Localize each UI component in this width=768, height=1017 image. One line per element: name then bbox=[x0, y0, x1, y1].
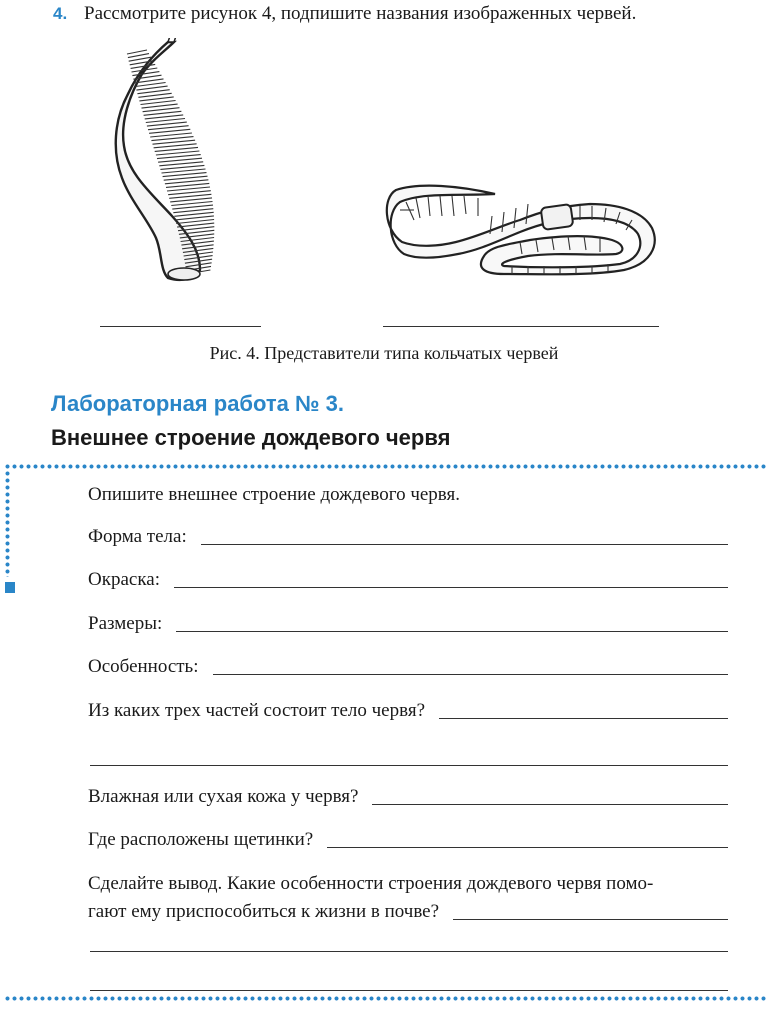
frame-marker bbox=[5, 582, 15, 593]
question-skin: Влажная или сухая кожа у червя? bbox=[88, 786, 359, 807]
worksheet-intro: Опишите внешнее строение дождевого червя. bbox=[88, 484, 461, 505]
row-shape bbox=[88, 526, 728, 548]
leech-illustration bbox=[108, 38, 228, 288]
earthworm-name-line[interactable] bbox=[383, 326, 659, 327]
answer-setae-line[interactable] bbox=[327, 847, 728, 848]
row-parts bbox=[88, 700, 728, 722]
question-color: Окраска: bbox=[88, 569, 160, 590]
frame-bottom-dots bbox=[4, 996, 766, 1001]
frame-left-dots bbox=[5, 470, 10, 577]
lab-subtitle: Внешнее строение дождевого червя bbox=[51, 425, 451, 450]
row-size bbox=[88, 613, 728, 635]
answer-feature-line[interactable] bbox=[213, 674, 729, 675]
figure-caption: Рис. 4. Представители типа кольчатых червей bbox=[209, 343, 559, 363]
question-setae: Где расположены щетинки? bbox=[88, 829, 314, 850]
answer-skin-line[interactable] bbox=[372, 804, 728, 805]
question-shape: Форма тела: bbox=[88, 526, 187, 547]
answer-parts-line-2[interactable] bbox=[90, 765, 728, 766]
frame-top-dots bbox=[4, 464, 766, 469]
conclusion-text-1: Сделайте вывод. Какие особенности строения дождевого червя помо- bbox=[88, 873, 654, 894]
row-conclusion bbox=[88, 901, 728, 923]
lab-title: Лабораторная работа № 3. bbox=[51, 391, 345, 416]
answer-shape-line[interactable] bbox=[201, 544, 728, 545]
answer-size-line[interactable] bbox=[176, 631, 728, 632]
row-skin bbox=[88, 786, 728, 808]
question-feature: Особенность: bbox=[88, 656, 199, 677]
row-feature bbox=[88, 656, 728, 678]
answer-conclusion-line-1[interactable] bbox=[453, 919, 728, 920]
row-color bbox=[88, 569, 728, 591]
answer-parts-line[interactable] bbox=[439, 718, 728, 719]
conclusion-text-2: гают ему приспособиться к жизни в почве? bbox=[88, 901, 440, 922]
answer-conclusion-line-2[interactable] bbox=[90, 951, 728, 952]
task-number: 4. bbox=[53, 4, 68, 23]
answer-color-line[interactable] bbox=[174, 587, 728, 588]
question-size: Размеры: bbox=[88, 613, 163, 634]
task-text: Рассмотрите рисунок 4, подпишите названия изображенных червей. bbox=[84, 3, 637, 24]
leech-name-line[interactable] bbox=[100, 326, 261, 327]
earthworm-illustration bbox=[380, 180, 665, 282]
question-parts: Из каких трех частей состоит тело червя? bbox=[88, 700, 426, 721]
answer-conclusion-line-3[interactable] bbox=[90, 990, 728, 991]
row-setae bbox=[88, 829, 728, 851]
